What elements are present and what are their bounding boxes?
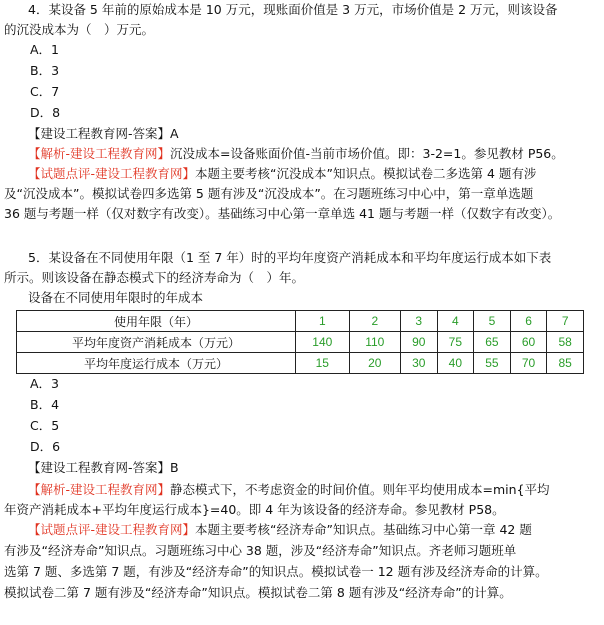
table-row bbox=[17, 353, 584, 374]
table-cell: 110 bbox=[349, 332, 400, 353]
q4-stem-line2: 的沉没成本为（ ）万元。 bbox=[4, 22, 155, 37]
table-row bbox=[17, 311, 584, 332]
table-row-label: 平均年度运行成本（万元） bbox=[17, 353, 296, 374]
cost-table bbox=[16, 310, 584, 374]
q5-analysis-line1 bbox=[28, 480, 598, 500]
table-header-cell: 使用年限（年） bbox=[17, 311, 296, 332]
table-cell: 58 bbox=[547, 332, 584, 353]
q5-analysis-label: 【解析-建设工程教育网】 bbox=[28, 482, 171, 497]
year-cell: 7 bbox=[547, 311, 584, 332]
q5-comment-line4: 模拟试卷二第 7 题有涉及“经济寿命”知识点。模拟试卷二第 8 题有涉及“经济寿命”的计算。 bbox=[4, 585, 512, 600]
q4-comment-label: 【试题点评-建设工程教育网】 bbox=[28, 166, 196, 181]
q5-stem-line2: 所示。则该设备在静态模式下的经济寿命为（ ）年。 bbox=[4, 270, 305, 285]
table-cell: 60 bbox=[510, 332, 547, 353]
year-cell: 6 bbox=[510, 311, 547, 332]
q4-option-b: B．3 bbox=[30, 63, 60, 78]
q4-analysis-label: 【解析-建设工程教育网】 bbox=[28, 146, 171, 161]
q5-analysis-text1: 静态模式下，不考虑资金的时间价值。则年平均使用成本=min{平均 bbox=[170, 482, 550, 497]
q4-comment-line2: 及“沉没成本”。模拟试卷四多选第 5 题有涉及“沉没成本”。在习题班练习中心中，第一章单选题 bbox=[4, 186, 534, 201]
year-cell: 3 bbox=[400, 311, 437, 332]
year-cell: 2 bbox=[349, 311, 400, 332]
q5-option-a: A．3 bbox=[30, 376, 60, 391]
q5-answer: 【建设工程教育网-答案】B bbox=[28, 460, 179, 475]
q4-analysis-text: 沉没成本=设备账面价值-当前市场价值。即：3-2=1。参见教材 P56。 bbox=[170, 146, 564, 161]
table-row-label: 平均年度资产消耗成本（万元） bbox=[17, 332, 296, 353]
q5-table-caption: 设备在不同使用年限时的年成本 bbox=[28, 290, 204, 305]
q4-comment-line3: 36 题与考题一样（仅对数字有改变）。基础练习中心第一章单选 41 题与考题一样（仅数字有改变）。 bbox=[4, 206, 561, 221]
q4-option-c: C．7 bbox=[30, 84, 60, 99]
q4-option-d: D．8 bbox=[30, 105, 61, 120]
q5-option-b: B．4 bbox=[30, 397, 60, 412]
q5-comment-line3: 选第 7 题、多选第 7 题，有涉及“经济寿命”的知识点。模拟试卷一 12 题有涉及经济寿命的计算。 bbox=[4, 564, 548, 579]
year-cell: 5 bbox=[474, 311, 511, 332]
q5-comment-line1 bbox=[28, 520, 598, 540]
table-cell: 75 bbox=[437, 332, 474, 353]
q4-comment-line1 bbox=[28, 164, 598, 184]
year-cell: 4 bbox=[437, 311, 474, 332]
table-cell: 20 bbox=[349, 353, 400, 374]
q4-analysis bbox=[28, 144, 598, 164]
table-cell: 90 bbox=[400, 332, 437, 353]
table-cell: 30 bbox=[400, 353, 437, 374]
q5-stem-line1: 5．某设备在不同使用年限（1 至 7 年）时的平均年度资产消耗成本和平均年度运行成本如下表 bbox=[28, 250, 552, 265]
q5-option-d: D．6 bbox=[30, 439, 61, 454]
q4-option-a: A．1 bbox=[30, 42, 60, 57]
table-cell: 85 bbox=[547, 353, 584, 374]
q4-stem-line1: 4．某设备 5 年前的原始成本是 10 万元，现账面价值是 3 万元，市场价值是 2 万元，则该设备 bbox=[28, 2, 558, 17]
year-cell: 1 bbox=[296, 311, 350, 332]
q4-comment-text1: 本题主要考核“沉没成本”知识点。模拟试卷二多选第 4 题有涉 bbox=[195, 166, 537, 181]
table-cell: 70 bbox=[510, 353, 547, 374]
table-cell: 65 bbox=[474, 332, 511, 353]
table-cell: 55 bbox=[474, 353, 511, 374]
table-cell: 40 bbox=[437, 353, 474, 374]
q4-answer: 【建设工程教育网-答案】A bbox=[28, 126, 179, 141]
q5-analysis-line2: 年资产消耗成本+平均年度运行成本}=40。即 4 年为该设备的经济寿命。参见教材 P58。 bbox=[4, 502, 505, 517]
q5-comment-text1: 本题主要考核“经济寿命”知识点。基础练习中心第一章 42 题 bbox=[195, 522, 532, 537]
q5-option-c: C．5 bbox=[30, 418, 60, 433]
table-cell: 140 bbox=[296, 332, 350, 353]
table-cell: 15 bbox=[296, 353, 350, 374]
table-row bbox=[17, 332, 584, 353]
q5-comment-label: 【试题点评-建设工程教育网】 bbox=[28, 522, 196, 537]
q5-comment-line2: 有涉及“经济寿命”知识点。习题班练习中心 38 题，涉及“经济寿命”知识点。齐老师习题班单 bbox=[4, 543, 517, 558]
